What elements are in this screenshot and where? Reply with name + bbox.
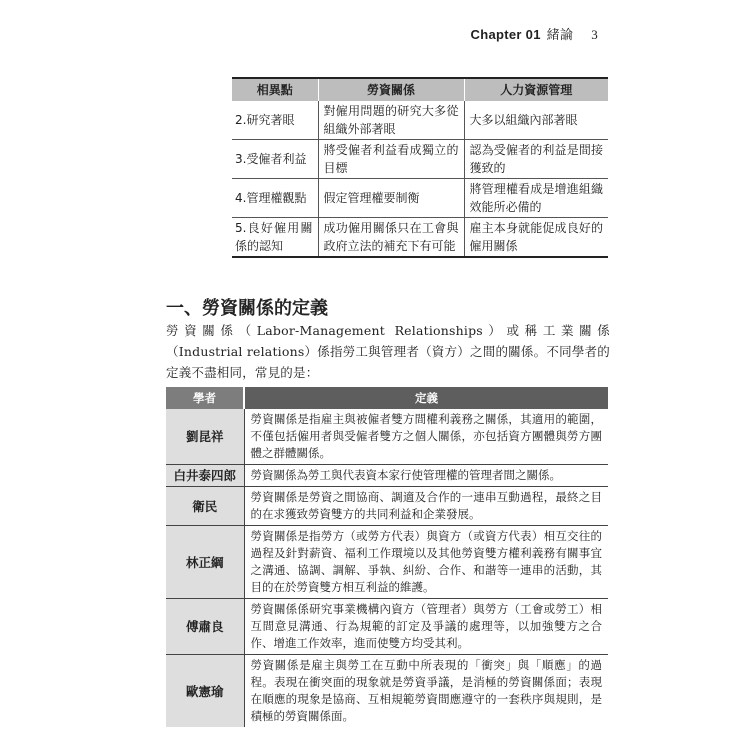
table-row [232,140,608,179]
definitions-table [166,387,608,727]
definition-text: 勞資關係是雇主與勞工在互動中所表現的「衝突」與「順應」的過程。表現在衝突面的現象就是勞資爭議，是消極的勞資關係面；表現在順應的現象是協商、互相規範勞資間應遵守的一套秩序與規則，是積極的勞資關係面。 [250,658,602,723]
scholar-name: 劉昆祥 [166,409,244,465]
table-row [166,526,608,599]
hrm-cell: 認為受僱者的利益是間接獲致的 [464,140,608,179]
table-row [166,487,608,526]
scholar-name: 傅肅良 [166,599,244,655]
definition-text: 勞資關係是指勞方（或勞方代表）與資方（或資方代表）相互交往的過程及針對薪資、福利工作環境以及其他勞資雙方權利義務有關事宜之溝通、協調、調解、爭執、糾紛、合作、和諧等一連串的活動，其目的在於勞資雙方相互利益的維護。 [244,526,608,599]
definition-text: 勞資關係是勞資之間協商、調適及合作的一連串互動過程，最終之目的在求獲致勞資雙方的共同利益和企業發展。 [244,487,608,526]
labor-relations-cell: 將受僱者利益看成獨立的目標 [318,140,464,179]
hrm-cell: 大多以組織內部著眼 [464,101,608,140]
table-row [232,179,608,218]
labor-relations-cell: 成功僱用關係只在工會與政府立法的補充下有可能 [318,218,464,258]
running-header [471,24,598,43]
table-row [232,218,608,258]
hrm-cell: 雇主本身就能促成良好的僱用關係 [464,218,608,258]
scholar-name: 林正綱 [166,526,244,599]
definition-header: 定義 [244,387,608,409]
chapter-label: Chapter 01 [470,27,541,42]
difference-point: 3.受僱者利益 [232,140,318,179]
scholar-header: 學者 [166,387,244,409]
intro-paragraph: 勞資關係（Labor-Management Relationships）或稱工業關係（Industrial relations）係指勞工與管理者（資方）之間的關係。不同學者的定義不盡相同，常見的是： [166,323,610,380]
section-title: 一、勞資關係的定義 [166,298,328,319]
definition-text: 勞資關係是指雇主與被僱者雙方間權利義務之關係，其適用的範圍，不僅包括僱用者與受僱者雙方之個人關係，亦包括資方團體與勞方團體之群體關係。 [244,409,608,465]
labor-relations-cell: 假定管理權要制衡 [318,179,464,218]
comparison-header-cell: 相異點 [232,78,318,101]
comparison-table [232,77,608,258]
definition-text: 勞資關係為勞工與代表資本家行使管理權的管理者間之關係。 [244,465,608,487]
page-number: 3 [591,27,598,42]
labor-relations-cell: 對僱用問題的研究大多從組織外部著眼 [318,101,464,140]
table-row [166,465,608,487]
comparison-header-cell: 人力資源管理 [464,78,608,101]
chapter-title: 緒論 [546,28,574,43]
scholar-name: 衛民 [166,487,244,526]
scholar-name: 歐憲瑜 [166,655,244,728]
table-row [166,655,608,728]
difference-point: 4.管理權觀點 [232,179,318,218]
difference-point: 2.研究著眼 [232,101,318,140]
table-row [232,101,608,140]
comparison-header-row [232,78,608,101]
difference-point: 5.良好僱用關係的認知 [232,218,318,258]
hrm-cell: 將管理權看成是增進組織效能所必備的 [464,179,608,218]
scholar-name: 白井泰四郎 [166,465,244,487]
comparison-header-cell: 勞資關係 [318,78,464,101]
table-row [166,599,608,655]
table-row [166,409,608,465]
definitions-header-row [166,387,608,409]
definition-text: 勞資關係係研究事業機構內資方（管理者）與勞方（工會或勞工）相互間意見溝通、行為規範的訂定及爭議的處理等，以加強雙方之合作、增進工作效率，進而使雙方均受其利。 [244,599,608,655]
